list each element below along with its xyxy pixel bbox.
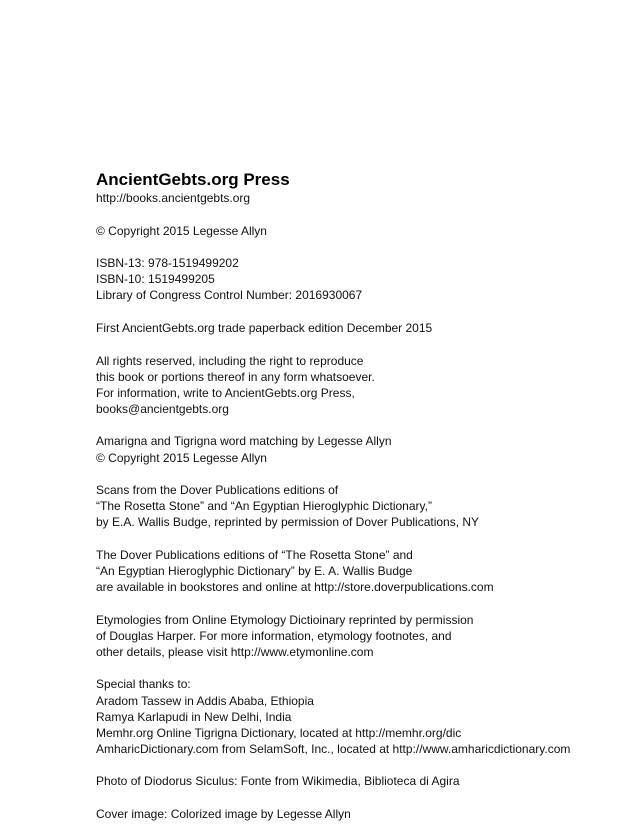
text-line: other details, please visit http://www.etymonline.com [96, 644, 374, 659]
publisher-title: AncientGebts.org Press [96, 170, 290, 189]
copyright-page [96, 170, 616, 839]
lccn-line: Library of Congress Control Number: 2016930067 [96, 288, 363, 303]
text-line: Memhr.org Online Tigrigna Dictionary, located at http://memhr.org/dic [96, 725, 462, 740]
text-line: “An Egyptian Hieroglyphic Dictionary” by E. A. Wallis Budge [96, 564, 413, 578]
dover-block [96, 547, 616, 595]
text-line: AmharicDictionary.com from SelamSoft, Inc., located at http://www.amharicdictionary.com [96, 741, 571, 756]
text-line: The Dover Publications editions of “The Rosetta Stone” and [96, 547, 413, 562]
text-line: are available in bookstores and online at http://store.doverpublications.com [96, 580, 494, 595]
text-line: of Douglas Harper. For more information, etymology footnotes, and [96, 628, 452, 643]
text-line: Etymologies from Online Etymology Dictioinary reprinted by permission [96, 612, 474, 627]
word-matching-block [96, 433, 616, 465]
text-line: First AncientGebts.org trade paperback edition December 2015 [96, 320, 433, 335]
isbn-block [96, 255, 616, 303]
cover-credit-block [96, 806, 616, 822]
text-line: Cover image: Colorized image by Legesse Allyn [96, 807, 351, 822]
isbn13-line: ISBN-13: 978-1519499202 [96, 256, 239, 271]
text-line: All rights reserved, including the right to reproduce [96, 353, 364, 368]
thanks-heading: Special thanks to: [96, 677, 191, 692]
text-line: Amarigna and Tigrigna word matching by Legesse Allyn [96, 434, 392, 449]
contact-email: books@ancientgebts.org [96, 401, 229, 416]
thanks-block [96, 676, 616, 756]
text-line: © Copyright 2015 Legesse Allyn [96, 450, 267, 465]
text-line: “The Rosetta Stone” and “An Egyptian Hieroglyphic Dictionary,” [96, 499, 432, 514]
text-line: Aradom Tassew in Addis Ababa, Ethiopia [96, 693, 314, 708]
text-line: Scans from the Dover Publications editions of [96, 483, 339, 498]
rights-block [96, 353, 616, 417]
etymologies-block [96, 612, 616, 660]
text-line: by E.A. Wallis Budge, reprinted by permission of Dover Publications, NY [96, 515, 480, 530]
scans-block [96, 482, 616, 530]
isbn10-line: ISBN-10: 1519499205 [96, 272, 215, 287]
photo-credit-block [96, 773, 616, 789]
text-line: this book or portions thereof in any form whatsoever. [96, 369, 375, 384]
publisher-url: http://books.ancientgebts.org [96, 191, 251, 205]
text-line: Ramya Karlapudi in New Delhi, India [96, 709, 292, 724]
publisher-block [96, 170, 616, 206]
text-line: © Copyright 2015 Legesse Allyn [96, 223, 267, 238]
copyright-block [96, 223, 616, 239]
edition-block [96, 320, 616, 336]
text-line: For information, write to AncientGebts.org Press, [96, 385, 355, 400]
text-line: Photo of Diodorus Siculus: Fonte from Wikimedia, Biblioteca di Agira [96, 774, 460, 789]
